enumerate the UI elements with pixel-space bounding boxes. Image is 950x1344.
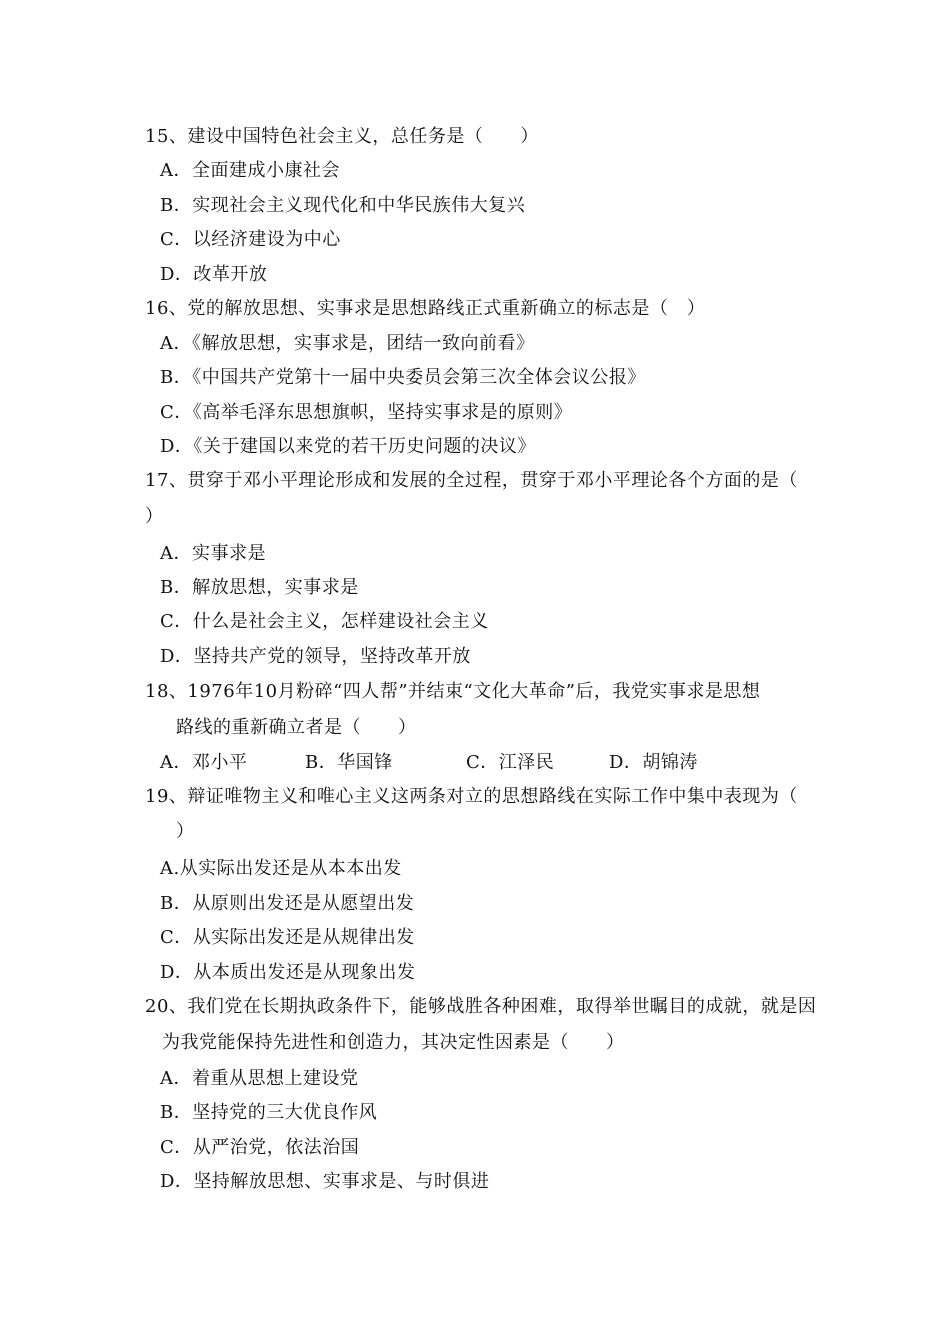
- question-16-option-c: C．《高举毛泽东思想旗帜，坚持实事求是的原则》: [160, 402, 573, 423]
- question-20-option-c: C．从严治党，依法治国: [160, 1137, 360, 1158]
- question-19-option-b: B．从原则出发还是从愿望出发: [160, 893, 415, 914]
- question-18-stem: 18、1976年10月粉碎“四人帮”并结束“文化大革命”后，我党实事求是思想: [145, 681, 761, 702]
- question-16-option-b: B．《中国共产党第十一届中央委员会第三次全体会议公报》: [160, 367, 646, 388]
- question-18-option-d: D．胡锦涛: [609, 752, 698, 773]
- question-20-option-b: B．坚持党的三大优良作风: [160, 1102, 378, 1123]
- question-19-option-c: C．从实际出发还是从规律出发: [160, 927, 415, 948]
- question-19-option-d: D．从本质出发还是从现象出发: [160, 962, 416, 983]
- question-15-option-b: B．实现社会主义现代化和中华民族伟大复兴: [160, 195, 526, 216]
- question-17-stem-continuation: ）: [145, 506, 164, 527]
- question-17-option-b: B．解放思想，实事求是: [160, 577, 359, 598]
- question-17-option-d: D．坚持共产党的领导，坚持改革开放: [160, 646, 471, 667]
- question-16-option-a: A．《解放思想，实事求是，团结一致向前看》: [160, 333, 535, 354]
- question-15-option-c: C．以经济建设为中心: [160, 229, 341, 250]
- question-18-option-c: C．江泽民: [466, 752, 555, 773]
- question-17-option-a: A．实事求是: [160, 543, 266, 564]
- question-15-option-a: A．全面建成小康社会: [160, 160, 340, 181]
- question-20-option-d: D．坚持解放思想、实事求是、与时俱进: [160, 1171, 490, 1192]
- question-20-stem: 20、我们党在长期执政条件下，能够战胜各种困难，取得举世瞩目的成就，就是因: [145, 996, 817, 1017]
- question-19-stem: 19、辩证唯物主义和唯心主义这两条对立的思想路线在实际工作中集中表现为（: [145, 786, 798, 807]
- question-18-option-b: B．华国锋: [305, 752, 393, 773]
- question-19-option-a: A.从实际出发还是从本本出发: [160, 858, 402, 879]
- question-16-option-d: D．《关于建国以来党的若干历史问题的决议》: [160, 436, 536, 457]
- question-18-stem-continuation: 路线的重新确立者是（ ）: [176, 717, 417, 738]
- question-18-option-a: A．邓小平: [160, 752, 248, 773]
- question-16-stem: 16、党的解放思想、实事求是思想路线正式重新确立的标志是（ ）: [145, 298, 706, 319]
- question-19-stem-continuation: ）: [176, 821, 195, 842]
- question-17-option-c: C．什么是社会主义，怎样建设社会主义: [160, 611, 489, 632]
- question-15-stem: 15、建设中国特色社会主义，总任务是（ ）: [145, 126, 539, 147]
- question-15-option-d: D．改革开放: [160, 264, 268, 285]
- question-20-option-a: A．着重从思想上建设党: [160, 1068, 359, 1089]
- question-17-stem: 17、贯穿于邓小平理论形成和发展的全过程，贯穿于邓小平理论各个方面的是（: [145, 470, 798, 491]
- question-20-stem-continuation: 为我党能保持先进性和创造力，其决定性因素是（ ）: [162, 1032, 625, 1053]
